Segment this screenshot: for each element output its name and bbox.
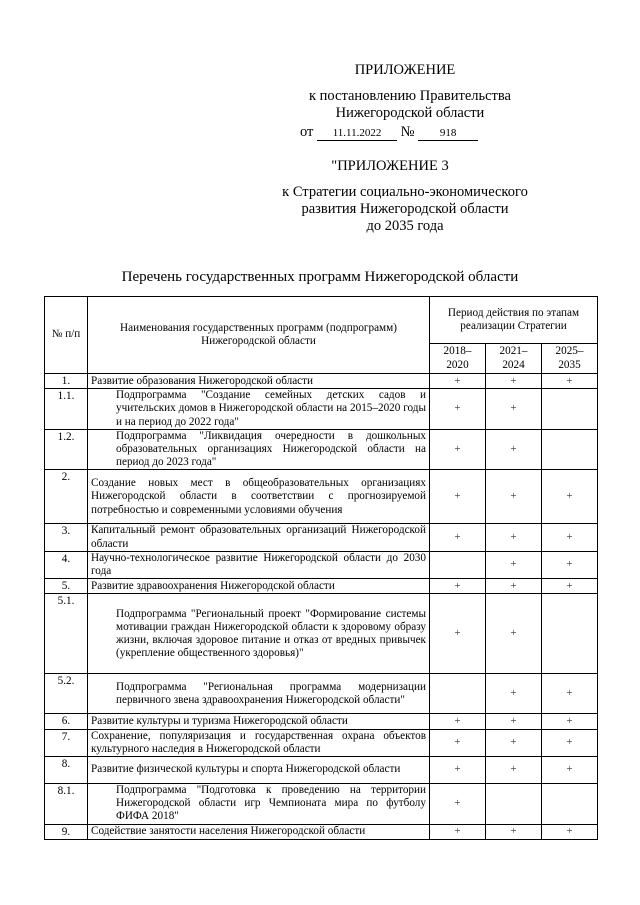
program-name: Создание новых мест в общеобразовательных организациях Нижегородской области в соответствии с прогнозируемой потребностью и современными условиями обучения	[88, 470, 430, 524]
table-row	[45, 757, 598, 784]
period-mark: +	[542, 551, 598, 578]
period-mark: +	[430, 714, 486, 729]
period-mark: +	[486, 824, 542, 839]
period-mark: +	[542, 524, 598, 551]
period-header: 2021–2024	[486, 344, 542, 374]
row-number: 4.	[45, 551, 88, 578]
program-name: Подпрограмма "Ликвидация очередности в дошкольных образовательных организациях Нижегородской области на период до 2023 года"	[88, 429, 430, 470]
period-mark: +	[430, 429, 486, 470]
strategy-line-2: развития Нижегородской области	[301, 201, 509, 217]
row-number: 3.	[45, 524, 88, 551]
period-mark	[486, 784, 542, 825]
period-mark: +	[430, 757, 486, 784]
period-mark: +	[430, 824, 486, 839]
row-number: 1.	[45, 374, 88, 389]
row-number: 1.1.	[45, 389, 88, 430]
table-row	[45, 714, 598, 729]
program-name: Развитие физической культуры и спорта Нижегородской области	[88, 757, 430, 784]
table-row	[45, 594, 598, 674]
period-mark: +	[542, 757, 598, 784]
period-mark: +	[542, 374, 598, 389]
table-row	[45, 579, 598, 594]
program-name: Подпрограмма "Подготовка к проведению на территории Нижегородской области игр Чемпионата мира по футболу ФИФА 2018"	[88, 784, 430, 825]
table-row	[45, 470, 598, 524]
resolution-date: 11.11.2022	[317, 127, 397, 141]
date-number-line	[300, 124, 600, 141]
resolution-line: к постановлению Правительства	[309, 88, 511, 104]
appendix-title: ПРИЛОЖЕНИЕ	[354, 62, 456, 78]
period-mark: +	[486, 674, 542, 714]
strategy-line-1: к Стратегии социально-экономического	[282, 184, 528, 200]
row-number: 5.	[45, 579, 88, 594]
program-name: Капитальный ремонт образовательных организаций Нижегородской области	[88, 524, 430, 551]
period-mark: +	[486, 389, 542, 430]
program-name: Подпрограмма "Региональная программа модернизации первичного звена здравоохранения Нижегородской области"	[88, 674, 430, 714]
row-number: 1.2.	[45, 429, 88, 470]
period-mark: +	[486, 729, 542, 756]
period-mark: +	[486, 374, 542, 389]
document-title: Перечень государственных программ Нижегородской области	[121, 269, 519, 285]
resolution-number: 918	[418, 127, 478, 141]
period-mark: +	[486, 579, 542, 594]
row-number: 9.	[45, 824, 88, 839]
table-row	[45, 784, 598, 825]
number-label: №	[400, 124, 415, 140]
row-number: 8.1.	[45, 784, 88, 825]
period-mark: +	[486, 551, 542, 578]
period-mark: +	[542, 470, 598, 524]
period-mark	[430, 674, 486, 714]
program-name: Развитие культуры и туризма Нижегородской области	[88, 714, 430, 729]
period-mark: +	[430, 470, 486, 524]
period-mark: +	[430, 524, 486, 551]
programs-table	[44, 296, 598, 840]
period-mark	[542, 389, 598, 430]
table-row	[45, 429, 598, 470]
program-name: Подпрограмма "Региональный проект "Формирование системы мотивации граждан Нижегородской области к здоровому образу жизни, включая здоровое питание и отказ от вредных привычек (укрепление общественного здоровья)"	[88, 594, 430, 674]
period-mark: +	[430, 594, 486, 674]
region-line: Нижегородской области	[335, 105, 485, 121]
row-number: 8.	[45, 757, 88, 784]
period-mark: +	[486, 429, 542, 470]
table-row	[45, 374, 598, 389]
period-mark	[542, 784, 598, 825]
period-mark: +	[430, 729, 486, 756]
period-mark: +	[486, 470, 542, 524]
program-name: Развитие образования Нижегородской области	[88, 374, 430, 389]
period-mark: +	[542, 579, 598, 594]
period-mark: +	[430, 784, 486, 825]
col-period-header: Период действия по этапам реализации Стратегии	[430, 297, 598, 344]
period-mark: +	[486, 594, 542, 674]
period-mark: +	[430, 389, 486, 430]
program-name: Сохранение, популяризация и государственная охрана объектов культурного наследия в Нижегородской области	[88, 729, 430, 756]
from-label: от	[300, 124, 314, 140]
row-number: 2.	[45, 470, 88, 524]
period-header: 2018–2020	[430, 344, 486, 374]
period-mark: +	[486, 757, 542, 784]
period-mark: +	[542, 729, 598, 756]
table-row	[45, 674, 598, 714]
col-name-header: Наименования государственных программ (подпрограмм) Нижегородской области	[88, 297, 430, 374]
table-row	[45, 729, 598, 756]
col-number-header: № п/п	[45, 297, 88, 374]
period-header: 2025–2035	[542, 344, 598, 374]
program-name: Научно-технологическое развитие Нижегородской области до 2030 года	[88, 551, 430, 578]
program-name: Подпрограмма "Создание семейных детских садов и учительских домов в Нижегородской области на 2015–2020 годы и на период до 2022 года"	[88, 389, 430, 430]
period-mark: +	[430, 579, 486, 594]
table-row	[45, 389, 598, 430]
period-mark: +	[430, 374, 486, 389]
appendix3-title: "ПРИЛОЖЕНИЕ 3	[331, 158, 449, 174]
table-row	[45, 551, 598, 578]
period-mark	[542, 594, 598, 674]
program-name: Содействие занятости населения Нижегородской области	[88, 824, 430, 839]
table-row	[45, 824, 598, 839]
row-number: 6.	[45, 714, 88, 729]
period-mark: +	[486, 524, 542, 551]
period-mark: +	[542, 824, 598, 839]
program-name: Развитие здравоохранения Нижегородской области	[88, 579, 430, 594]
period-mark: +	[542, 674, 598, 714]
period-mark	[542, 429, 598, 470]
period-mark	[430, 551, 486, 578]
period-mark: +	[542, 714, 598, 729]
row-number: 7.	[45, 729, 88, 756]
period-mark: +	[486, 714, 542, 729]
table-row	[45, 524, 598, 551]
row-number: 5.2.	[45, 674, 88, 714]
row-number: 5.1.	[45, 594, 88, 674]
strategy-line-3: до 2035 года	[366, 218, 444, 234]
